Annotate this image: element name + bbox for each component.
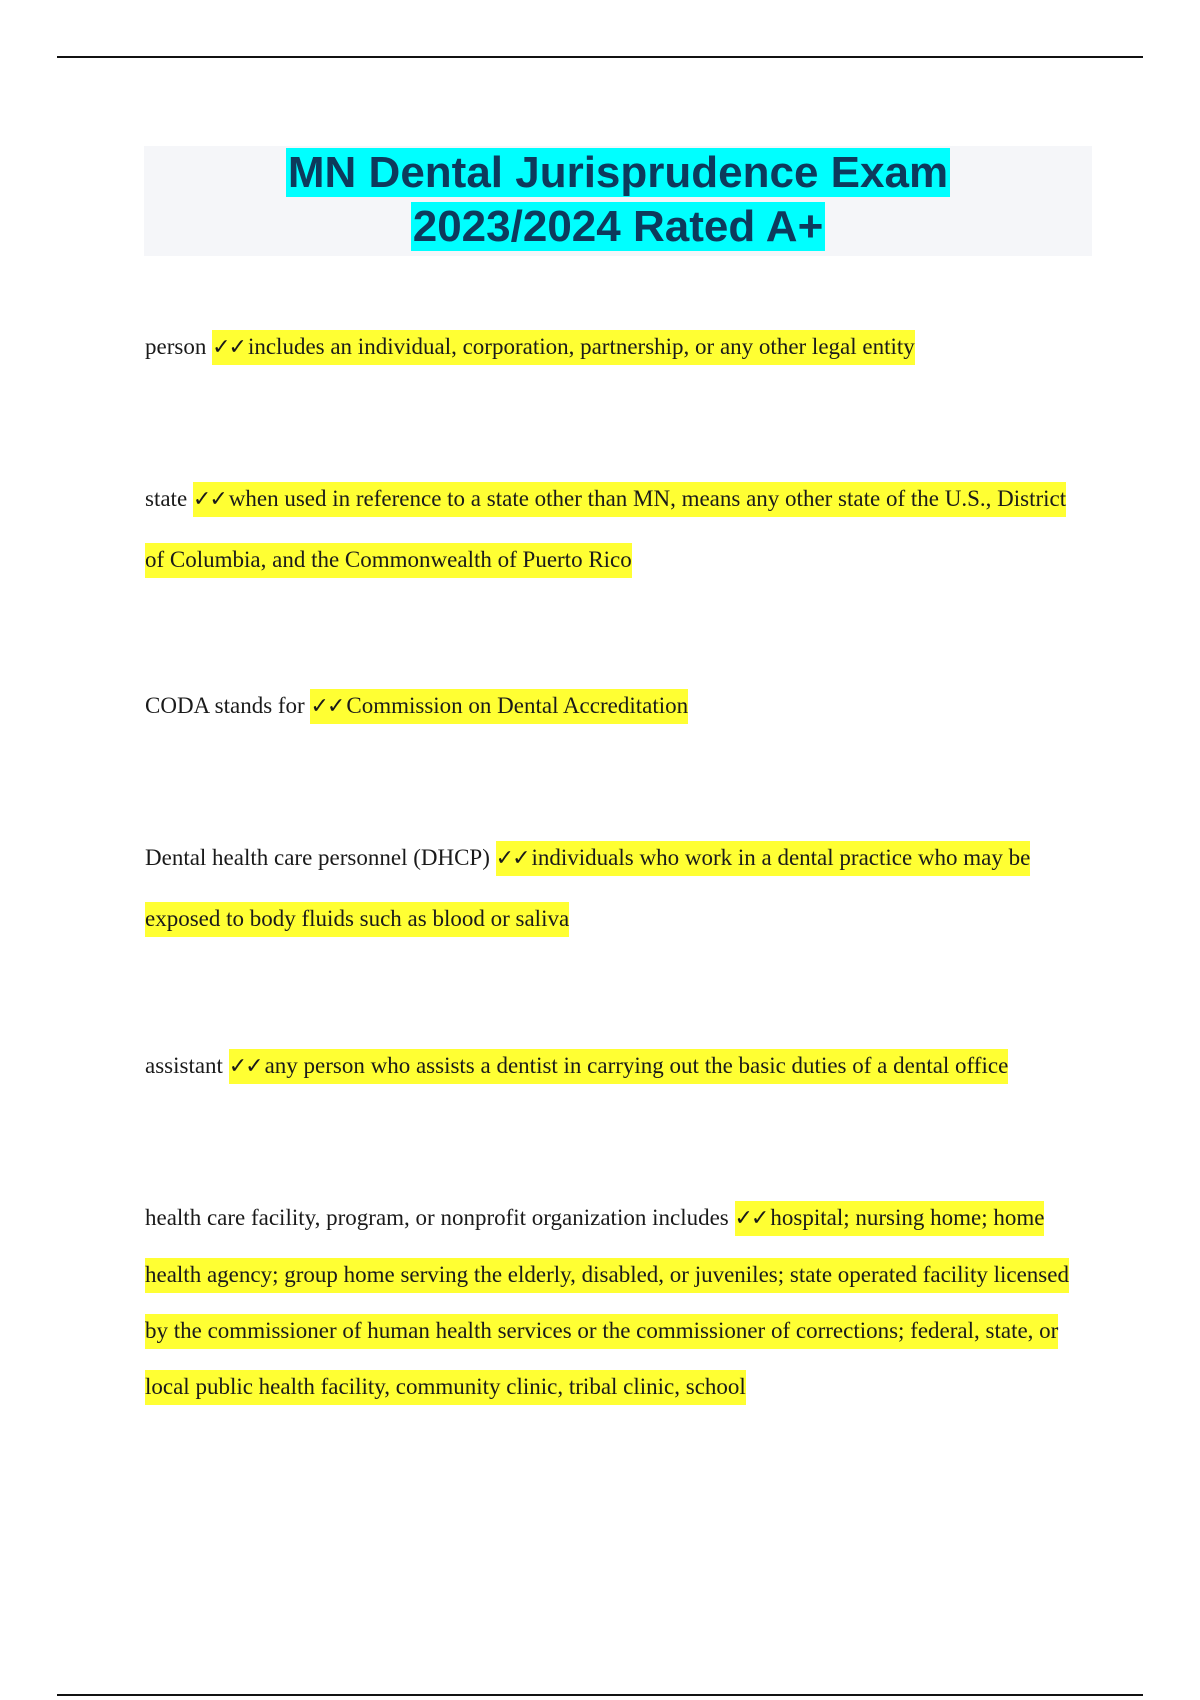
entry-term: assistant	[145, 1053, 223, 1078]
bottom-rule	[57, 1694, 1143, 1696]
entry-answer-text: when used in reference to a state other than MN, means any other state of the U.S., District of Columbia, and the Commonwealth of Puerto Rico	[145, 486, 1067, 572]
double-check-icon: ✓✓	[192, 487, 226, 512]
entry-answer	[145, 1201, 1069, 1405]
qa-entry-state	[145, 469, 1085, 590]
entry-term: Dental health care personnel (DHCP)	[145, 845, 490, 870]
entry-answer-text: any person who assists a dentist in carrying out the basic duties of a dental office	[264, 1053, 1009, 1078]
qa-entry-dhcp	[145, 828, 1085, 949]
double-check-icon: ✓✓	[310, 694, 344, 719]
entry-term: CODA stands for	[145, 693, 305, 718]
title-line-2: 2023/2024 Rated A+	[412, 202, 824, 251]
qa-entry-coda	[145, 676, 1085, 737]
double-check-icon: ✓✓	[734, 1206, 768, 1231]
qa-entry-person	[145, 317, 1085, 378]
double-check-icon: ✓✓	[495, 846, 529, 871]
entry-term: state	[145, 486, 188, 511]
qa-entry-assistant	[145, 1036, 1085, 1097]
entry-term: health care facility, program, or nonprofit organization includes	[145, 1205, 729, 1230]
entry-answer	[310, 689, 688, 724]
entry-answer	[145, 482, 1066, 578]
entry-term: person	[145, 334, 207, 359]
double-check-icon: ✓✓	[228, 1054, 262, 1079]
entry-answer-text: hospital; nursing home; home health agency; group home serving the elderly, disabled, or juveniles; state operated facility licensed by the commissioner of human health services or the commissioner of corrections; federal, state, or local public health facility, community clinic, tribal clinic, school	[145, 1205, 1069, 1399]
top-rule	[57, 56, 1143, 58]
document-title	[144, 146, 1092, 256]
entry-answer-text: Commission on Dental Accreditation	[346, 693, 689, 718]
double-check-icon: ✓✓	[212, 335, 245, 360]
title-line-1: MN Dental Jurisprudence Exam	[287, 148, 949, 197]
entry-answer-text: individuals who work in a dental practice who may be exposed to body fluids such as blood or saliva	[145, 845, 1031, 931]
qa-entry-health-care-facility	[145, 1190, 1085, 1415]
entry-answer	[212, 330, 915, 365]
entry-answer	[229, 1049, 1009, 1084]
entry-answer-text: includes an individual, corporation, partnership, or any other legal entity	[247, 334, 915, 359]
